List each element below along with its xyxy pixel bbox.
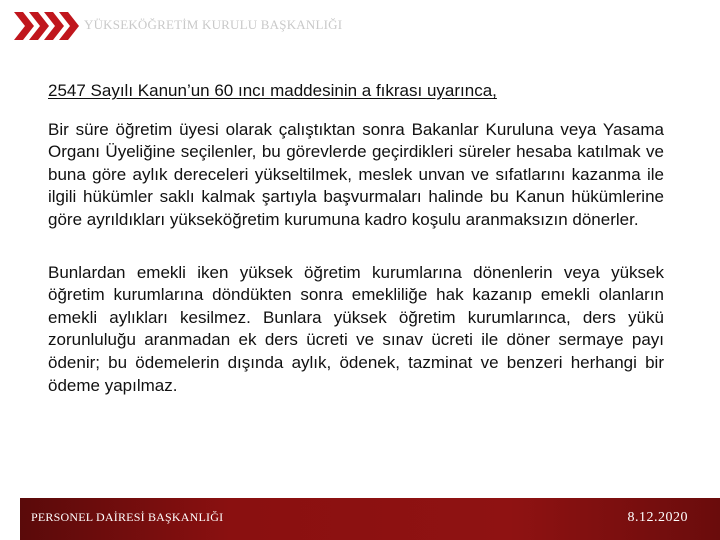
paragraph-2: Bunlardan emekli iken yüksek öğretim kurumlarına dönenlerin veya yüksek öğretim kurumlarına döndükten sonra emekliliğe hak kazanıp emekli olanların emekli aylıkları kesilmez. Bunlara yüksek öğretim kurumlarınca, ders yükü zorunluluğu aranmadan ek ders ücreti ve sınav ücreti ile döner sermaye payı ödenir; bu ödemelerin dışında aylık, ödenek, tazminat ve benzeri herhangi bir ödeme yapılmaz.: [48, 262, 664, 395]
footer-date: 8.12.2020: [627, 510, 688, 525]
footer-department: PERSONEL DAİRESİ BAŞKANLIĞI: [31, 510, 224, 524]
organization-title: YÜKSEKÖĞRETİM KURULU BAŞKANLIĞI: [84, 17, 343, 32]
header: [0, 0, 720, 60]
yok-chevron-logo-icon: [12, 8, 80, 44]
footer-bar: [0, 498, 720, 540]
paragraph-1: Bir süre öğretim üyesi olarak çalıştıktan sonra Bakanlar Kuruluna veya Yasama Organı Üyeliğine seçilenler, bu görevlerde geçirdikleri süreler hesaba katılmak ve buna göre aylık dereceleri yükseltilmek, meslek unvan ve sıfatlarını kazanma ile ilgili hükümler saklı kalmak şartıyla başvurmaları halinde bu Kanun hükümlerine göre ayrıldıkları yükseköğretim kurumuna kadro koşulu aranmaksızın dönerler.: [48, 119, 664, 229]
slide-content: [48, 80, 664, 427]
law-reference-heading: 2547 Sayılı Kanun’un 60 ıncı maddesinin a fıkrası uyarınca,: [48, 81, 497, 100]
